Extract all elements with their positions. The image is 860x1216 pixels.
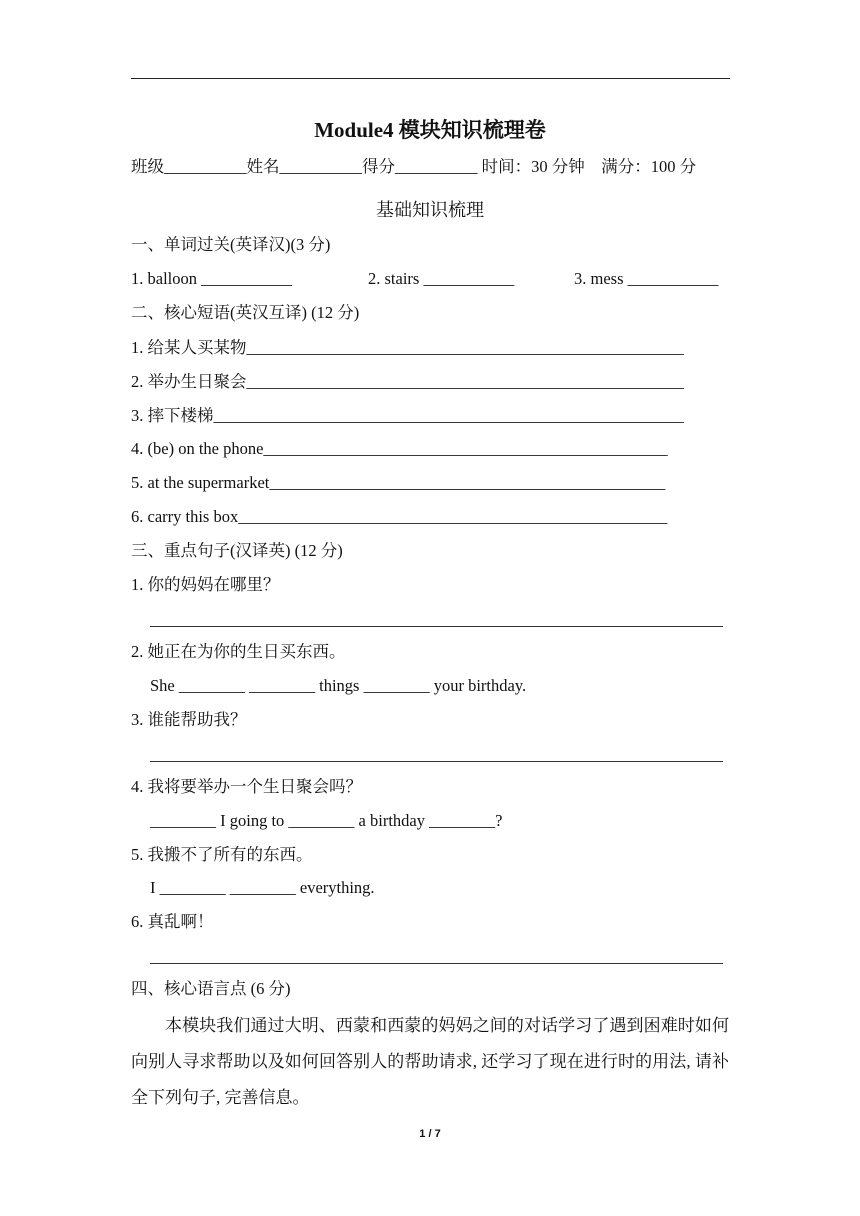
vocab-item-3: 3. mess ___________	[574, 269, 719, 288]
answer-line-q1	[150, 626, 723, 627]
vocab-item-2: 2. stairs ___________	[368, 269, 515, 288]
sentence-q4-answer: ________ I going to ________ a birthday ________?	[150, 811, 503, 830]
sentence-q5-answer: I ________ ________ everything.	[150, 878, 375, 897]
phrase-item-3: 3. 摔下楼梯_________________________________________________________	[131, 406, 684, 425]
sentence-q4: 4. 我将要举办一个生日聚会吗？	[131, 777, 362, 796]
phrase-item-4: 4. (be) on the phone_________________________________________________	[131, 439, 668, 458]
page-subtitle: 基础知识梳理	[376, 200, 484, 220]
sentence-q2: 2. 她正在为你的生日买东西。	[131, 642, 346, 661]
student-info-line: 班级__________姓名__________得分__________ 时间：30 分钟 满分：100 分	[131, 157, 697, 176]
phrase-item-1: 1. 给某人买某物_____________________________________________________	[131, 338, 684, 357]
answer-line-q6	[150, 963, 723, 964]
sentence-q1: 1. 你的妈妈在哪里？	[131, 575, 280, 594]
phrase-item-6: 6. carry this box____________________________________________________	[131, 507, 668, 526]
sentence-q6: 6. 真乱啊！	[131, 912, 214, 931]
section4-heading: 四、核心语言点 (6 分)	[131, 979, 291, 998]
phrase-item-5: 5. at the supermarket________________________________________________	[131, 473, 666, 492]
answer-line-q3	[150, 761, 723, 762]
section4-paragraph: 本模块我们通过大明、西蒙和西蒙的妈妈之间的对话学习了遇到困难时如何向别人寻求帮助以及如何回答别人的帮助请求, 还学习了现在进行时的用法, 请补全下列句子, 完善信息。	[131, 1016, 729, 1107]
sentence-q3: 3. 谁能帮助我？	[131, 710, 247, 729]
section2-heading: 二、核心短语(英汉互译) (12 分)	[131, 303, 360, 322]
sentence-q2-answer: She ________ ________ things ________ your birthday.	[150, 676, 527, 695]
section3-heading: 三、重点句子(汉译英) (12 分)	[131, 541, 343, 560]
sentence-q5: 5. 我搬不了所有的东西。	[131, 845, 313, 864]
section1-heading: 一、单词过关(英译汉)(3 分)	[131, 235, 331, 254]
phrase-item-2: 2. 举办生日聚会_____________________________________________________	[131, 372, 684, 391]
vocab-item-1: 1. balloon ___________	[131, 269, 292, 288]
top-rule	[131, 78, 730, 79]
page-number: 1 / 7	[419, 1128, 441, 1140]
page-title: Module4 模块知识梳理卷	[314, 118, 546, 142]
